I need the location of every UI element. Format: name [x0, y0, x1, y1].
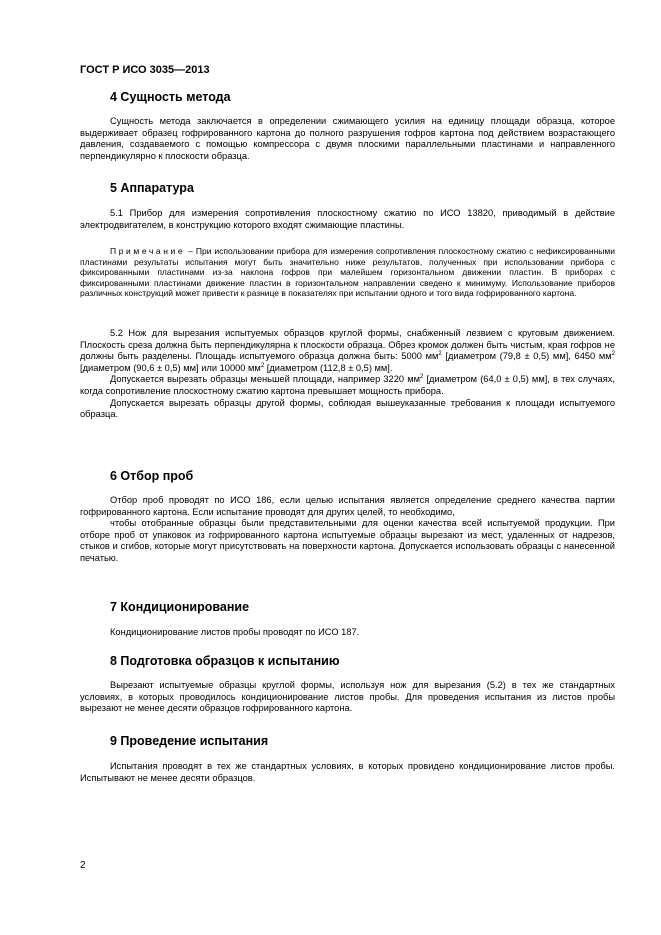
note-paragraph	[80, 246, 615, 299]
section-6-paragraph-1: Отбор проб проводят по ИСО 186, если целью испытания является определение среднего качества партии гофрированного картона. Если испытание проводят для других целей, то необходимо,	[80, 495, 615, 517]
section-4	[80, 89, 615, 105]
section-4-title: 4 Сущность метода	[110, 90, 231, 104]
section-7-title: 7 Кондиционирование	[110, 600, 250, 614]
section-7-body	[80, 627, 615, 639]
text-run: 5.2 Нож для вырезания испытуемых образцов круглой формы, снабженный лезвием с круговым движением. Плоскость среза должна быть перпендикулярна к плоскости образца. Обрез кромок должен быть чистым, края гофров не должны быть разделены. Площадь испытуемого образца должна быть: 5000 мм	[80, 328, 615, 362]
section-5-4-paragraph: Допускается вырезать образцы другой формы, соблюдая вышеуказанные требования к площади испытуемого образца.	[80, 397, 615, 420]
text-run: [диаметром (112,8 ± 0,5) мм].	[264, 362, 393, 373]
section-6-body	[80, 495, 615, 565]
section-4-paragraph: Сущность метода заключается в определении сжимающего усилия на единицу площади образца, которое выдерживает образец гофрированного картона до полного разрушения гофров картона под действием возрастающего давления, создаваемого с помощью компрессора с двумя плоскими параллельными пластинами и направленного перпендикулярно к плоскости образца.	[80, 116, 615, 161]
section-6-title: 6 Отбор проб	[110, 469, 194, 483]
section-8-title: 8 Подготовка образцов к испытанию	[110, 654, 340, 668]
text-run: Допускается вырезать образцы меньшей площади, например 3220 мм	[110, 374, 420, 385]
section-9-paragraph: Испытания проводят в тех же стандартных условиях, в которых провидено кондиционирование листов пробы. Испытывают не менее десяти образцов.	[80, 761, 615, 783]
section-6-paragraph-2: чтобы отобранные образцы были представительными для оценки качества всей испытуемой продукции. При отборе проб от упаковок из гофрированного картона испытуемые образцы вырезают из мест, удаленных от надрезов, стыков и сгибов, которые могут присутствовать на поверхности картона. Допускается использовать образцы с нанесенной печатью.	[80, 518, 615, 563]
superscript: 2	[419, 374, 424, 381]
section-9	[80, 733, 615, 749]
section-5-1-paragraph: 5.1 Прибор для измерения сопротивления плоскостному сжатию по ИСО 13820, приводимый в действие электродвигателем, в конструкцию которого входят сжимающие пластины.	[80, 208, 615, 230]
section-5-3-paragraph	[80, 374, 615, 397]
section-5-body-2	[80, 328, 615, 421]
note-text: – При использовании прибора для измерения сопротивления плоскостному сжатию с нефиксированными пластинами результаты испытания могут быть значительно ниже результатов, полученных при использовании прибора с фиксированными пластинами из-за наклона гофров при малейшем горизонтальном движении пластин. В приборах с фиксированными пластинами движение пластин в горизонтальном направлении сведено к минимуму. Использование приборов различных конструкций может привести к разнице в показателях при испытании одного и того вида гофрированного картона.	[80, 246, 615, 299]
section-8	[80, 653, 615, 669]
section-5-title: 5 Аппаратура	[110, 181, 194, 195]
section-8-body	[80, 680, 615, 715]
superscript: 2	[260, 362, 265, 369]
section-5-note	[80, 246, 615, 299]
note-label: Примечание	[110, 246, 186, 256]
text-run: [диаметром (90,6 ± 0,5) мм] или 10000 мм	[80, 362, 261, 373]
text-run: [диаметром (64,0 ± 0,5) мм], в тех случаях, когда сопротивление плоскостному сжатию картона превышает мощность прибора.	[80, 374, 615, 396]
section-8-paragraph: Вырезают испытуемые образцы круглой формы, используя нож для вырезания (5.2) в тех же стандартных условиях, в которых проводилось кондиционирование листов пробы. Для проведения испытания из листов пробы вырезают не менее десяти образцов гофрированного картона.	[80, 680, 615, 714]
superscript: 2	[438, 351, 442, 358]
superscript: 2	[611, 351, 615, 358]
section-6	[80, 468, 615, 484]
document-id-header: ГОСТ Р ИСО 3035—2013	[80, 64, 210, 76]
text-run: [диаметром (79,8 ± 0,5) мм], 6450 мм	[441, 351, 612, 362]
section-5-2-paragraph	[80, 328, 615, 374]
page-number: 2	[80, 860, 86, 871]
section-7	[80, 599, 615, 615]
section-7-paragraph: Кондиционирование листов пробы проводят по ИСО 187.	[110, 627, 360, 637]
section-5-body-1	[80, 208, 615, 231]
section-5	[80, 180, 615, 196]
section-9-body	[80, 761, 615, 784]
section-9-title: 9 Проведение испытания	[110, 734, 269, 748]
section-4-body	[80, 116, 615, 162]
